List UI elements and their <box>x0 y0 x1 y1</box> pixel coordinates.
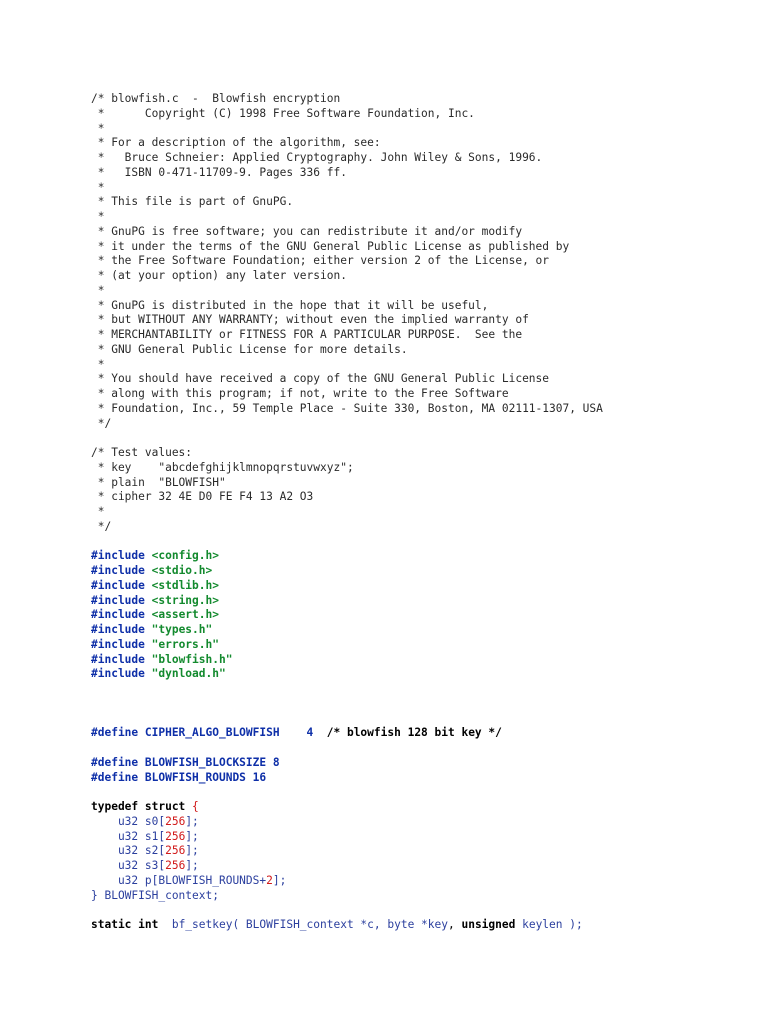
code-token-comment: * You should have received a copy of the GNU General Public License <box>91 372 550 386</box>
code-token-identifier: ]; <box>272 873 287 887</box>
code-token-identifier: u32 s0[ <box>91 814 166 828</box>
code-line <box>91 549 603 564</box>
code-line <box>91 800 603 815</box>
code-line <box>91 490 603 505</box>
code-token-preprocessor: #include <box>91 578 152 592</box>
code-token-keyword: typedef struct <box>91 800 193 813</box>
code-line <box>91 844 603 859</box>
code-line <box>91 608 603 623</box>
code-line <box>91 402 603 417</box>
code-line <box>91 225 603 240</box>
code-token-number: 256 <box>165 829 186 843</box>
code-token-identifier: bf_setkey( BLOWFISH_context *c, byte *key <box>171 918 448 931</box>
code-line <box>91 299 603 314</box>
code-token-comment: /* Test values: <box>91 446 193 459</box>
code-token-header: "errors.h" <box>151 637 219 651</box>
blank-line <box>91 903 603 918</box>
code-token-comment: */ <box>91 416 112 430</box>
code-token-number: 2 <box>266 873 273 887</box>
code-line <box>91 92 603 107</box>
code-line <box>91 387 603 402</box>
code-token-comment: * Copyright (C) 1998 Free Software Foundation, Inc. <box>91 106 475 120</box>
code-token-comment: * GnuPG is distributed in the hope that it will be useful, <box>91 298 489 312</box>
code-token-comment: * <box>91 180 105 194</box>
code-line <box>91 918 603 933</box>
code-token-header: <stdio.h> <box>151 564 213 577</box>
code-line <box>91 166 603 181</box>
code-token-identifier: ]; <box>185 844 199 858</box>
code-token-comment: * cipher 32 4E D0 FE F4 13 A2 O3 <box>91 490 314 504</box>
code-line <box>91 771 603 786</box>
code-token-header: <stdlib.h> <box>151 578 219 592</box>
code-token-comment: * Foundation, Inc., 59 Temple Place - Suite 330, Boston, MA 02111-1307, USA <box>91 401 603 415</box>
code-token-preprocessor: #define BLOWFISH_ROUNDS 16 <box>91 770 267 784</box>
code-line <box>91 859 603 874</box>
code-token-comment: * it under the terms of the GNU General Public License as published by <box>91 239 570 253</box>
code-token-comment: * GNU General Public License for more details. <box>91 342 408 356</box>
code-token-keyword: /* blowfish 128 bit key */ <box>313 726 502 740</box>
code-token-preprocessor: #include <box>91 652 152 666</box>
code-line <box>91 343 603 358</box>
code-line <box>91 372 603 387</box>
code-token-keyword: static int <box>91 918 172 931</box>
code-token-preprocessor: #include <box>91 608 152 622</box>
code-line <box>91 638 603 653</box>
code-token-preprocessor: #include <box>91 667 152 681</box>
code-line <box>91 520 603 535</box>
code-line <box>91 874 603 889</box>
code-token-header: <config.h> <box>151 549 219 563</box>
code-token-preprocessor: #define BLOWFISH_BLOCKSIZE 8 <box>91 755 280 769</box>
code-token-comment: /* blowfish.c - Blowfish encryption <box>91 92 341 105</box>
code-line <box>91 122 603 137</box>
code-line <box>91 107 603 122</box>
code-token-comment: * the Free Software Foundation; either version 2 of the License, or <box>91 254 550 268</box>
source-code-listing <box>91 92 603 933</box>
code-token-preprocessor: #define CIPHER_ALGO_BLOWFISH 4 <box>91 726 314 740</box>
code-token-comment: * <box>91 283 105 297</box>
code-token-comment: * but WITHOUT ANY WARRANTY; without even the implied warranty of <box>91 313 529 327</box>
code-line <box>91 505 603 520</box>
code-token-number: { <box>192 800 199 813</box>
code-line <box>91 151 603 166</box>
code-token-identifier: ]; <box>185 829 199 843</box>
blank-line <box>91 535 603 550</box>
code-token-comment: * Bruce Schneier: Applied Cryptography. John Wiley & Sons, 1996. <box>91 151 543 164</box>
code-token-comment: * plain "BLOWFISH" <box>91 475 226 489</box>
code-line <box>91 417 603 432</box>
code-token-preprocessor: #include <box>91 549 152 563</box>
code-line <box>91 579 603 594</box>
code-line <box>91 254 603 269</box>
code-line <box>91 726 603 741</box>
code-token-comment: * For a description of the algorithm, see: <box>91 136 381 150</box>
blank-line <box>91 785 603 800</box>
code-line <box>91 358 603 373</box>
code-token-comment: * MERCHANTABILITY or FITNESS FOR A PARTICULAR PURPOSE. See the <box>91 328 523 341</box>
code-line <box>91 210 603 225</box>
code-token-preprocessor: #include <box>91 623 152 636</box>
code-token-identifier: u32 s3[ <box>91 859 166 872</box>
code-line <box>91 653 603 668</box>
code-line <box>91 461 603 476</box>
code-token-comment: * <box>91 210 105 223</box>
code-token-comment: * GnuPG is free software; you can redistribute it and/or modify <box>91 224 523 238</box>
code-line <box>91 476 603 491</box>
code-token-comment: * This file is part of GnuPG. <box>91 195 294 209</box>
code-token-comment: */ <box>91 519 112 533</box>
code-token-identifier: keylen ); <box>522 918 583 931</box>
code-line <box>91 328 603 343</box>
code-token-comment: * ISBN 0-471-11709-9. Pages 336 ff. <box>91 165 347 179</box>
code-token-header: <assert.h> <box>151 608 219 622</box>
code-line <box>91 667 603 682</box>
code-line <box>91 623 603 638</box>
code-token-header: "blowfish.h" <box>151 652 233 666</box>
code-token-preprocessor: #include <box>91 564 152 577</box>
code-line <box>91 594 603 609</box>
code-token-comment: * key "abcdefghijklmnopqrstuvwxyz"; <box>91 460 354 474</box>
code-token-comment: * along with this program; if not, write to the Free Software <box>91 387 509 400</box>
code-line <box>91 889 603 904</box>
code-token-comment: * <box>91 121 105 135</box>
code-token-keyword: unsigned <box>461 918 523 931</box>
code-token-identifier: ]; <box>185 814 199 828</box>
code-token-header: "dynload.h" <box>151 667 226 681</box>
code-token-comment: * (at your option) any later version. <box>91 269 347 282</box>
code-token-keyword: , <box>447 918 462 931</box>
code-token-identifier: ]; <box>185 859 199 872</box>
code-token-identifier: u32 s1[ <box>91 829 166 843</box>
code-line <box>91 181 603 196</box>
code-line <box>91 756 603 771</box>
code-line <box>91 136 603 151</box>
code-token-number: 256 <box>165 814 186 828</box>
code-token-comment: * <box>91 357 105 371</box>
code-token-identifier: } BLOWFISH_context; <box>91 888 219 902</box>
code-token-number: 256 <box>165 844 186 858</box>
code-line <box>91 269 603 284</box>
blank-line <box>91 741 603 756</box>
blank-line <box>91 682 603 697</box>
code-line <box>91 284 603 299</box>
blank-line <box>91 712 603 727</box>
code-token-comment: * <box>91 505 105 518</box>
code-line <box>91 313 603 328</box>
code-line <box>91 195 603 210</box>
code-line <box>91 446 603 461</box>
code-token-number: 256 <box>165 859 186 872</box>
code-line <box>91 564 603 579</box>
code-line <box>91 830 603 845</box>
code-token-identifier: u32 s2[ <box>91 844 166 858</box>
code-token-preprocessor: #include <box>91 637 152 651</box>
code-token-preprocessor: #include <box>91 593 152 607</box>
code-token-header: "types.h" <box>151 623 213 636</box>
code-line <box>91 240 603 255</box>
code-line <box>91 815 603 830</box>
blank-line <box>91 431 603 446</box>
blank-line <box>91 697 603 712</box>
code-token-header: <string.h> <box>151 593 219 607</box>
code-token-identifier: u32 p[BLOWFISH_ROUNDS+ <box>91 873 267 887</box>
